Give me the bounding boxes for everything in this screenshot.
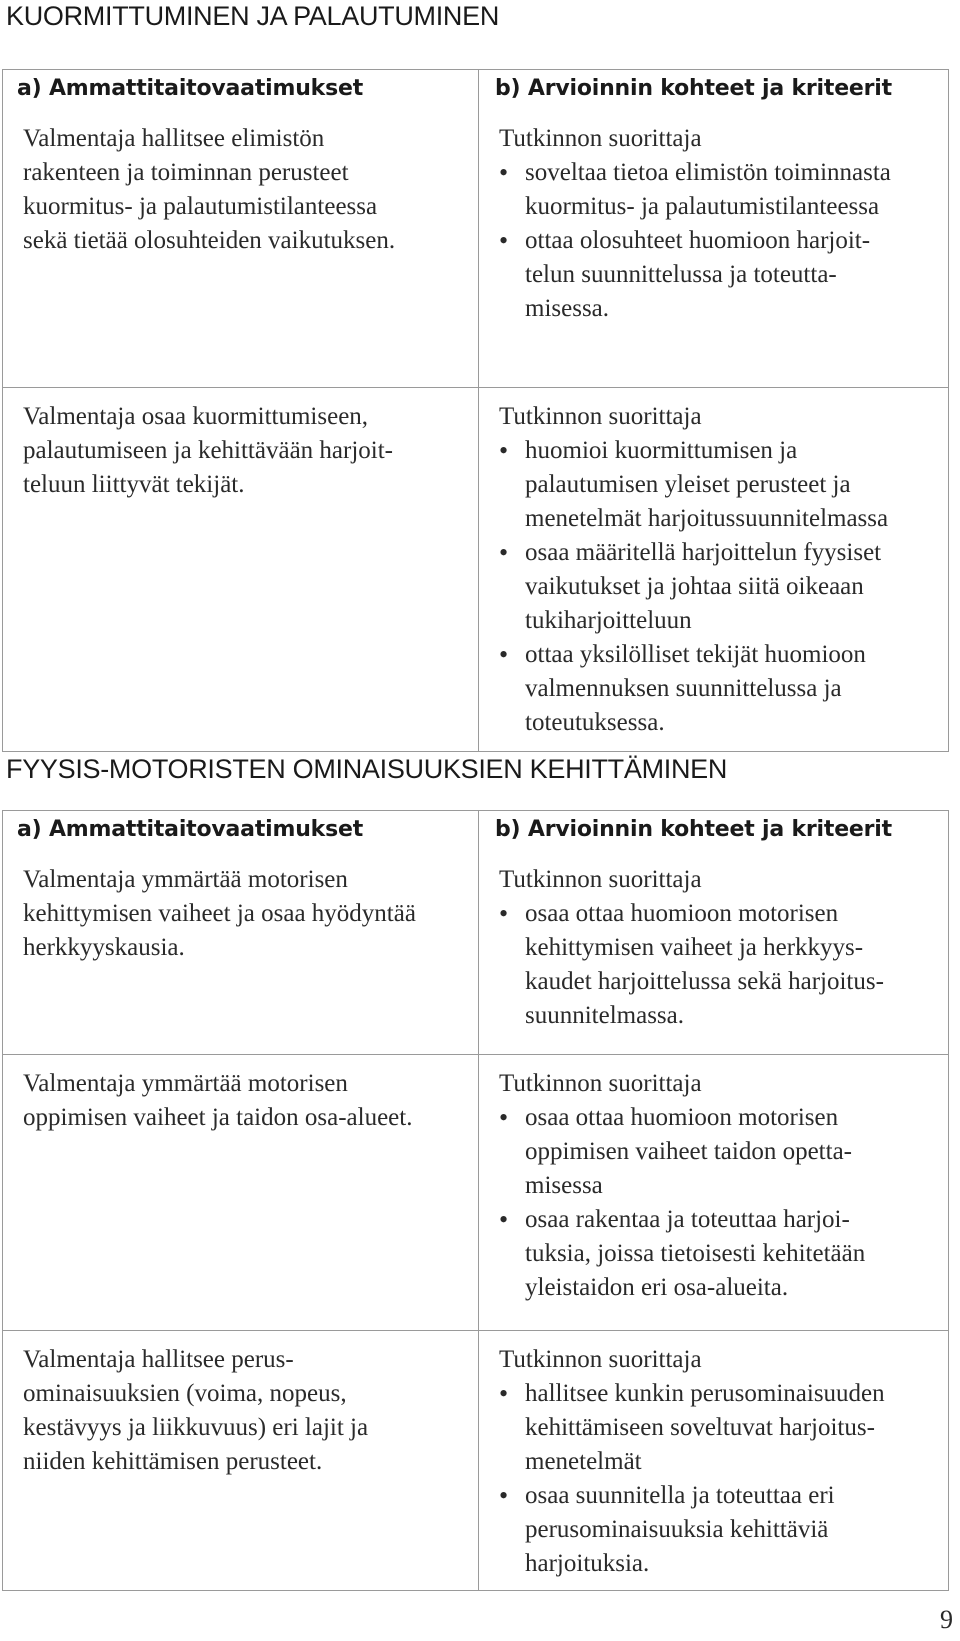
criteria-cell (479, 110, 949, 388)
header-requirements: a) Ammattitaitovaatimukset (3, 70, 479, 110)
table-row (3, 851, 949, 1055)
table-row (3, 388, 949, 752)
requirement-text: Valmentaja ymmärtää motorisen oppimisen vaiheet ja taidon osa-alueet. (23, 1070, 413, 1131)
section-title: FYYSIS-MOTORISTEN OMINAISUUKSIEN KEHITTÄMINEN (6, 754, 728, 784)
criteria-list (499, 1377, 934, 1581)
competence-table (2, 69, 949, 752)
criteria-list (499, 897, 934, 1033)
header-criteria: b) Arvioinnin kohteet ja kriteerit (479, 811, 949, 851)
requirement-cell (3, 851, 479, 1055)
list-item: • osaa rakentaa ja toteuttaa harjoi- tuksia, joissa tietoisesti kehitetään yleistaidon eri osa-alueita. (499, 1203, 934, 1305)
criteria-cell (479, 1055, 949, 1331)
list-item: • osaa ottaa huomioon motorisen oppimisen vaiheet taidon opetta- misessa (499, 1101, 934, 1203)
criteria-intro: Tutkinnon suorittaja (499, 403, 702, 430)
requirement-cell (3, 110, 479, 388)
criteria-cell (479, 388, 949, 752)
list-item: • huomioi kuormittumisen ja palautumisen yleiset perusteet ja menetelmät harjoitussuunnitelmassa (499, 434, 934, 536)
criteria-intro: Tutkinnon suorittaja (499, 124, 702, 152)
table-header-row (3, 70, 949, 110)
table-row (3, 1055, 949, 1331)
list-item: • osaa ottaa huomioon motorisen kehittymisen vaiheet ja herkkyys- kaudet harjoittelussa sekä harjoitus- suunnitelmassa. (499, 897, 934, 1033)
list-item: • ottaa olosuhteet huomioon harjoit- telun suunnittelussa ja toteutta- misessa. (499, 224, 934, 326)
criteria-list (499, 156, 934, 326)
criteria-intro: Tutkinnon suorittaja (499, 865, 702, 893)
criteria-intro: Tutkinnon suorittaja (499, 1070, 702, 1097)
table-row (3, 1331, 949, 1591)
list-item: • soveltaa tietoa elimistön toiminnasta kuormitus- ja palautumistilanteessa (499, 156, 934, 224)
criteria-cell (479, 851, 949, 1055)
list-item: • osaa määritellä harjoittelun fyysiset vaikutukset ja johtaa siitä oikeaan tukiharjoitteluun (499, 536, 934, 638)
requirement-cell (3, 1331, 479, 1591)
section-title: KUORMITTUMINEN JA PALAUTUMINEN (6, 1, 500, 31)
page-number: 9 (940, 1605, 953, 1634)
requirement-text: Valmentaja ymmärtää motorisen kehittymisen vaiheet ja osaa hyödyntää herkkyyskausia. (23, 865, 416, 961)
competence-table (2, 810, 949, 1591)
header-criteria: b) Arvioinnin kohteet ja kriteerit (479, 70, 949, 110)
requirement-text: Valmentaja hallitsee elimistön rakenteen ja toiminnan perusteet kuormitus- ja palautumistilanteessa sekä tietää olosuhteiden vaikutuksen. (23, 124, 396, 254)
criteria-intro: Tutkinnon suorittaja (499, 1346, 702, 1373)
requirement-cell (3, 1055, 479, 1331)
criteria-list (499, 434, 934, 740)
list-item: • hallitsee kunkin perusominaisuuden kehittämiseen soveltuvat harjoitus- menetelmät (499, 1377, 934, 1479)
requirement-text: Valmentaja osaa kuormittumiseen, palautumiseen ja kehittävään harjoit- teluun liittyvät tekijät. (23, 403, 393, 498)
requirement-text: Valmentaja hallitsee perus- ominaisuuksien (voima, nopeus, kestävyys ja liikkuvuus) eri lajit ja niiden kehittämisen perusteet. (23, 1346, 369, 1475)
table-header-row (3, 811, 949, 851)
criteria-list (499, 1101, 934, 1305)
header-requirements: a) Ammattitaitovaatimukset (3, 811, 479, 851)
list-item: • osaa suunnitella ja toteuttaa eri perusominaisuuksia kehittäviä harjoituksia. (499, 1479, 934, 1581)
list-item: • ottaa yksilölliset tekijät huomioon valmennuksen suunnittelussa ja toteutuksessa. (499, 638, 934, 740)
table-row (3, 110, 949, 388)
requirement-cell (3, 388, 479, 752)
criteria-cell (479, 1331, 949, 1591)
